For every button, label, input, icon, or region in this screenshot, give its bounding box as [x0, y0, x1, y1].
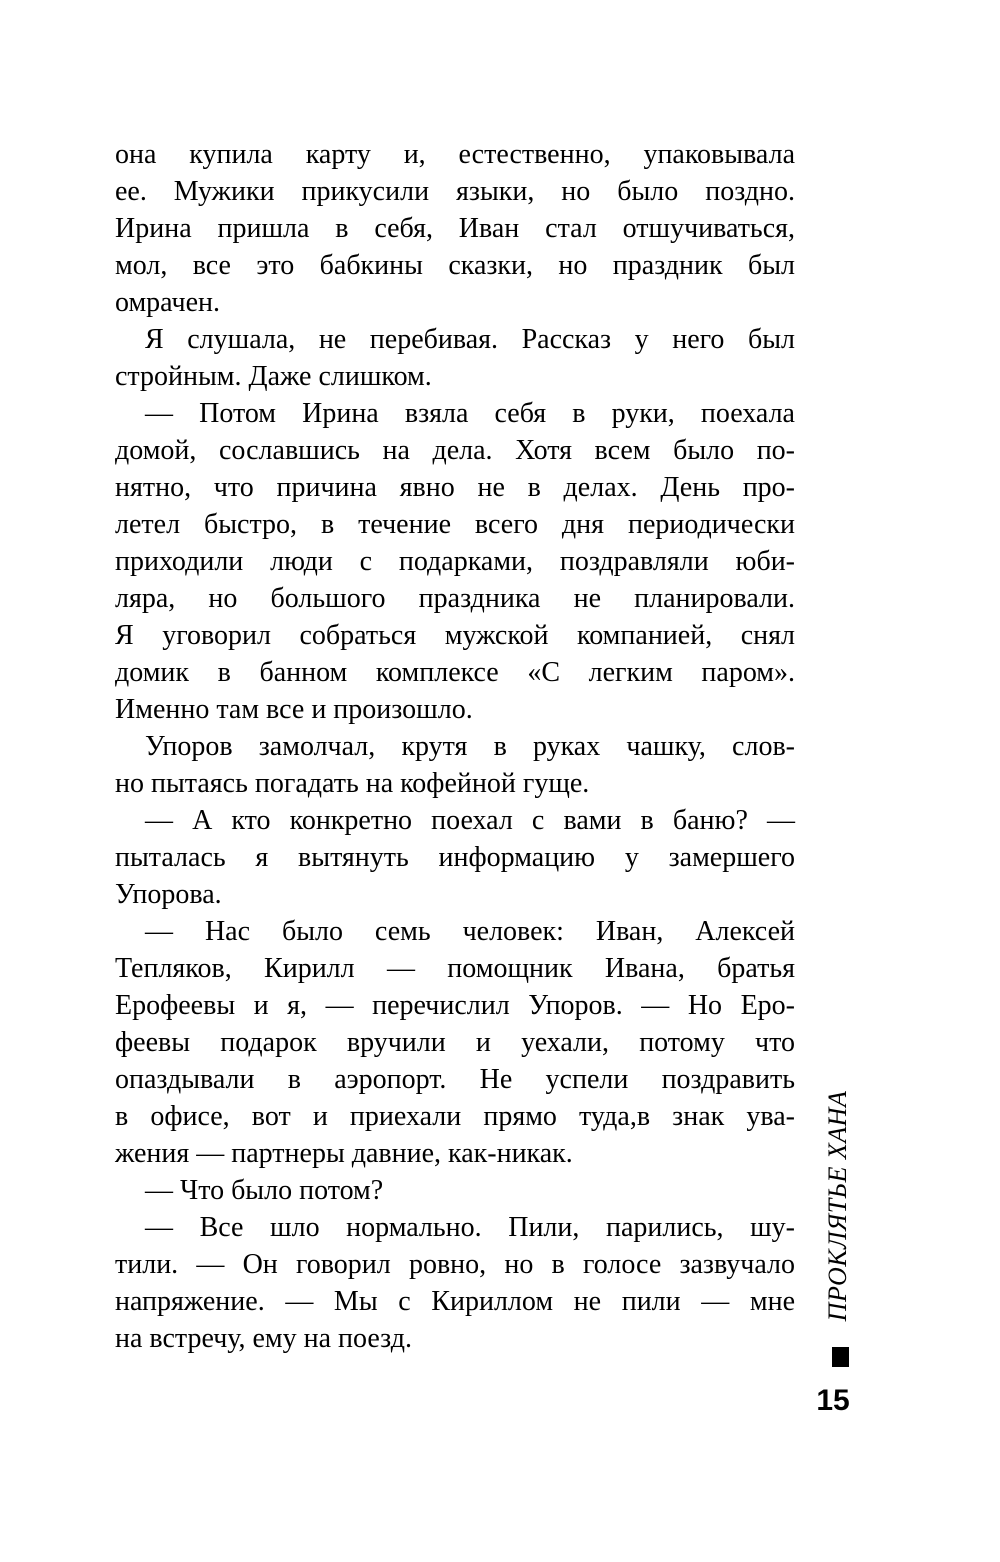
text-line: Ирина пришла в себя, Иван стал отшучиваться,	[115, 213, 795, 244]
text-line: опаздывали в аэропорт. Не успели поздравить	[115, 1064, 795, 1095]
text-line: пыталась я вытянуть информацию у замершего	[115, 842, 795, 873]
text-line: Ерофеевы и я, — перечислил Упоров. — Но Еро-	[115, 990, 795, 1021]
text-line: тили. — Он говорил ровно, но в голосе зазвучало	[115, 1249, 795, 1280]
text-line: она купила карту и, естественно, упаковывала	[115, 139, 795, 170]
text-line: Именно там все и произошло.	[115, 694, 473, 725]
book-title-vertical: ПРОКЛЯТЬЕ ХАНА	[823, 1090, 852, 1322]
text-line: Я уговорил собраться мужской компанией, снял	[115, 620, 795, 651]
text-line: — Что было потом?	[145, 1175, 384, 1206]
body-text	[115, 136, 795, 1357]
text-line: — Нас было семь человек: Иван, Алексей	[145, 916, 795, 947]
text-line: домой, сославшись на дела. Хотя всем было по-	[115, 435, 795, 466]
text-line: напряжение. — Мы с Кириллом не пили — мне	[115, 1286, 795, 1317]
text-line: — Все шло нормально. Пили, парились, шу-	[145, 1212, 795, 1243]
text-line: Упорова.	[115, 879, 222, 910]
section-marker-square	[832, 1347, 849, 1367]
text-line: ее. Мужики прикусили языки, но было поздно.	[115, 176, 795, 207]
text-line: Тепляков, Кирилл — помощник Ивана, братья	[115, 953, 795, 984]
text-line: стройным. Даже слишком.	[115, 361, 432, 392]
text-line: омрачен.	[115, 287, 220, 318]
text-line: на встречу, ему на поезд.	[115, 1323, 412, 1354]
text-line: мол, все это бабкины сказки, но праздник был	[115, 250, 795, 281]
text-line: — А кто конкретно поехал с вами в баню? —	[145, 805, 795, 836]
text-line: в офисе, вот и приехали прямо туда,в знак ува-	[115, 1101, 795, 1132]
text-line: Упоров замолчал, крутя в руках чашку, слов-	[145, 731, 795, 762]
text-line: летел быстро, в течение всего дня периодически	[115, 509, 795, 540]
text-line: но пытаясь погадать на кофейной гуще.	[115, 768, 590, 799]
text-line: нятно, что причина явно не в делах. День про-	[115, 472, 795, 503]
text-line: приходили люди с подарками, поздравляли юби-	[115, 546, 795, 577]
text-line: Я слушала, не перебивая. Рассказ у него был	[145, 324, 795, 355]
text-line: ляра, но большого праздника не планировали.	[115, 583, 795, 614]
text-line: — Потом Ирина взяла себя в руки, поехала	[145, 398, 795, 429]
page-number: 15	[816, 1384, 850, 1417]
text-line: жения — партнеры давние, как-никак.	[115, 1138, 573, 1169]
text-line: феевы подарок вручили и уехали, потому что	[115, 1027, 795, 1058]
text-line: домик в банном комплексе «С легким паром».	[115, 657, 795, 688]
